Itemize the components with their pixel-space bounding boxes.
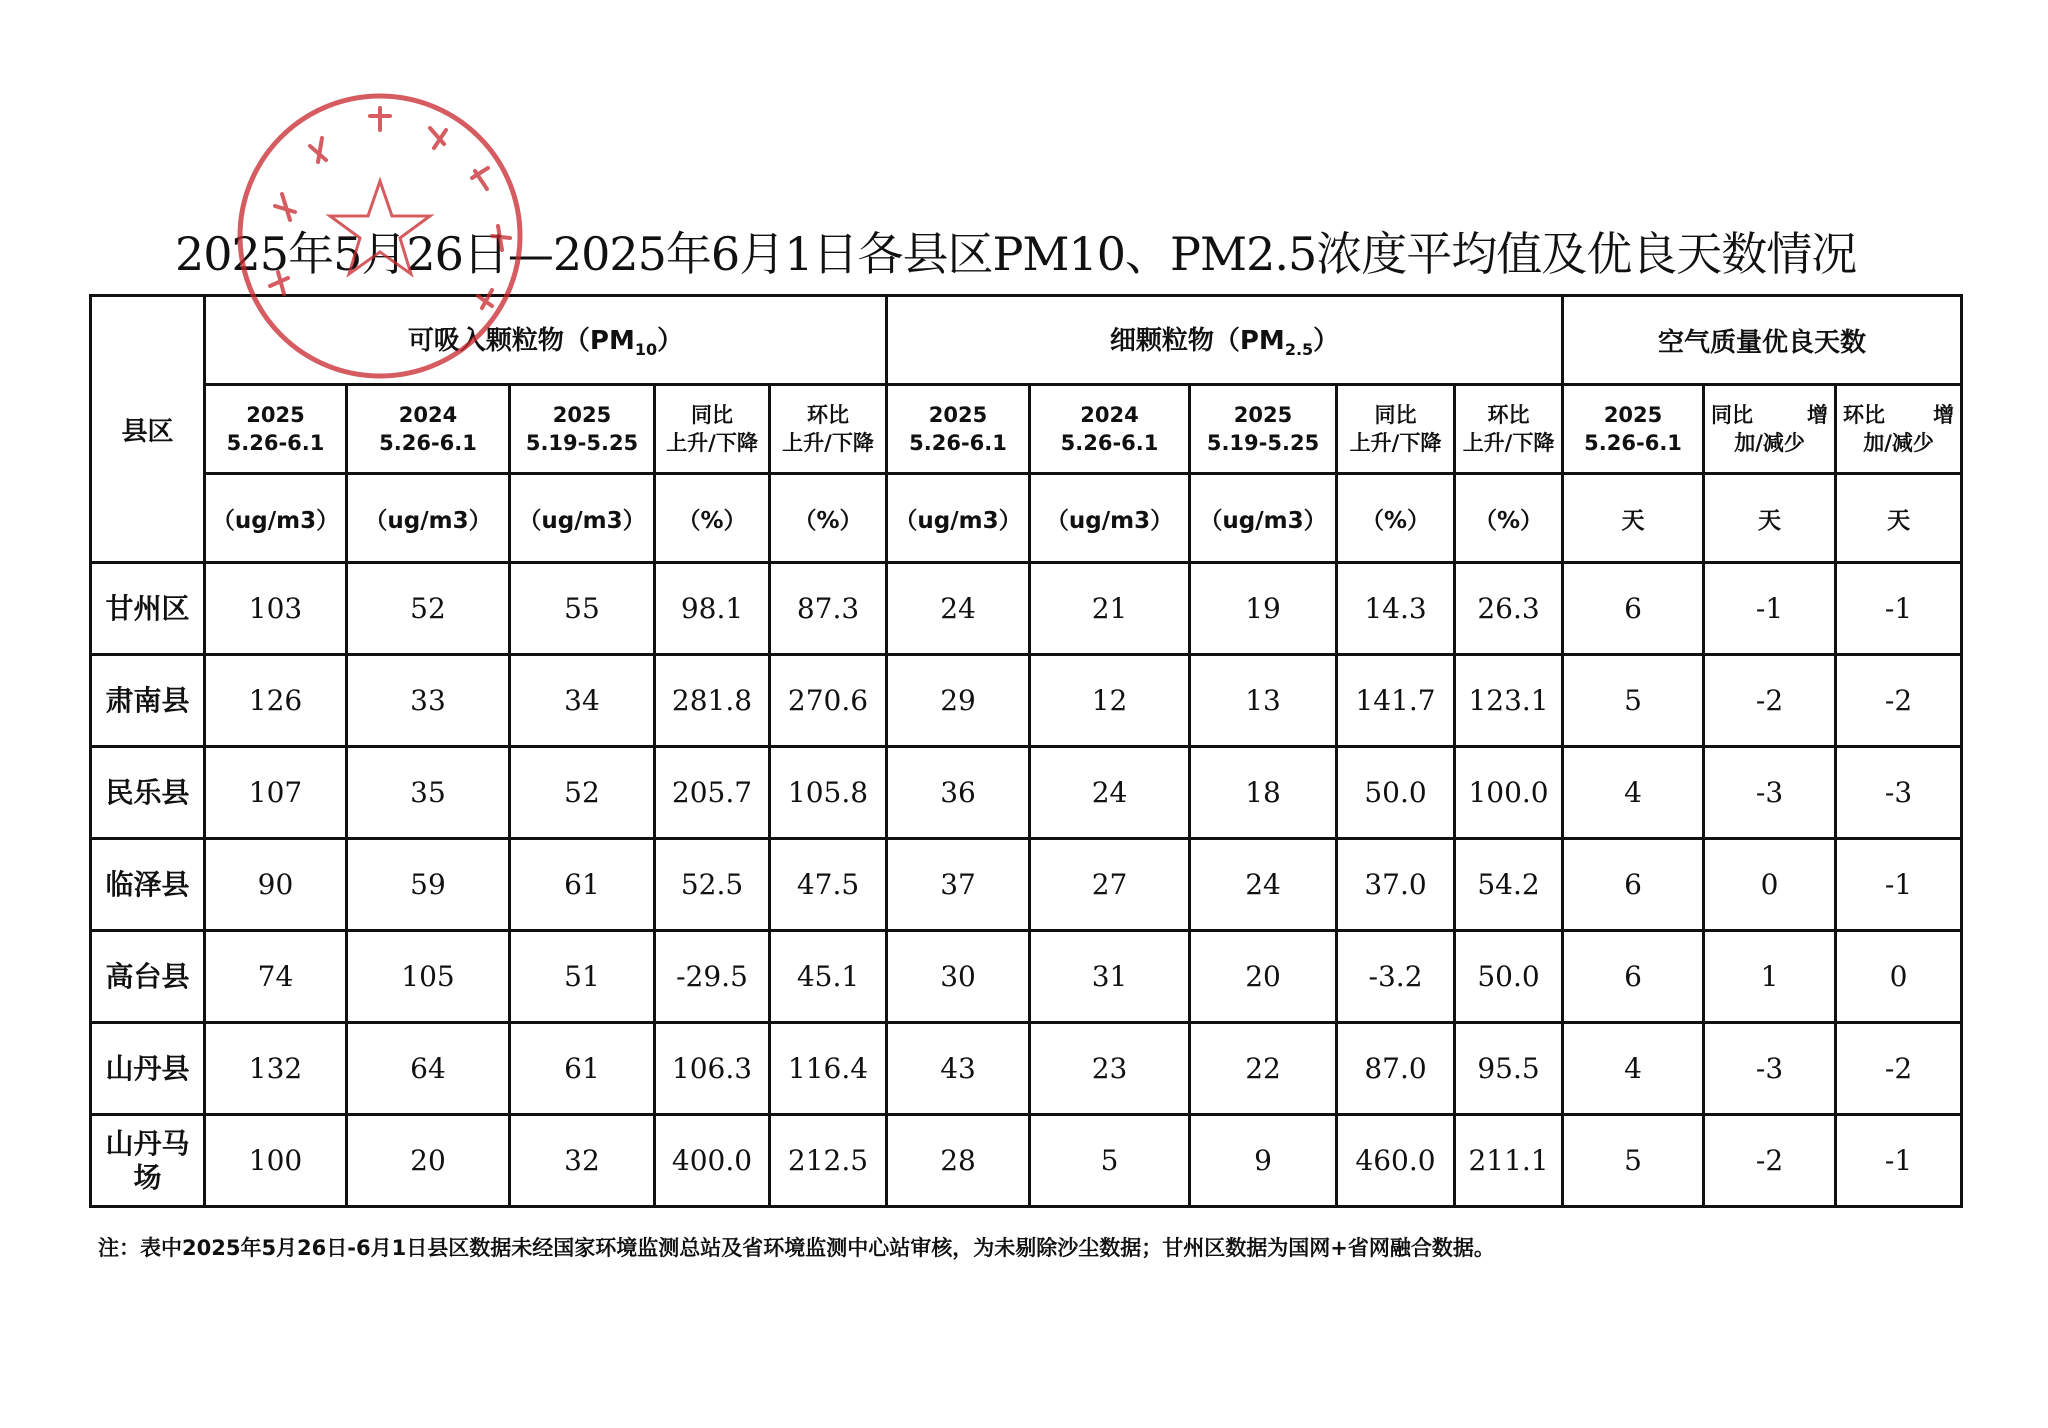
table-cell: 0 bbox=[1836, 931, 1962, 1023]
column-header: 同比 上升/下降 bbox=[655, 385, 770, 474]
unit-header: （ug/m3） bbox=[347, 474, 510, 563]
table-cell: -2 bbox=[1704, 655, 1836, 747]
table-cell: 4 bbox=[1563, 747, 1704, 839]
table-cell: 6 bbox=[1563, 839, 1704, 931]
unit-header: （ug/m3） bbox=[510, 474, 655, 563]
column-header: 2025 5.19-5.25 bbox=[1190, 385, 1337, 474]
table-row bbox=[91, 931, 1962, 1023]
unit-header: （ug/m3） bbox=[1030, 474, 1190, 563]
table-cell: 37.0 bbox=[1337, 839, 1455, 931]
unit-header: （%） bbox=[770, 474, 887, 563]
table-cell: 18 bbox=[1190, 747, 1337, 839]
table-cell: -3 bbox=[1704, 1023, 1836, 1115]
table-cell: 107 bbox=[205, 747, 347, 839]
table-cell: 24 bbox=[1030, 747, 1190, 839]
table-cell: 123.1 bbox=[1455, 655, 1563, 747]
table-cell: 61 bbox=[510, 1023, 655, 1115]
table-cell: 12 bbox=[1030, 655, 1190, 747]
column-header: 2025 5.26-6.1 bbox=[887, 385, 1030, 474]
table-cell: 26.3 bbox=[1455, 563, 1563, 655]
table-cell: 4 bbox=[1563, 1023, 1704, 1115]
table-cell: 6 bbox=[1563, 931, 1704, 1023]
table-cell: 132 bbox=[205, 1023, 347, 1115]
table-cell: 211.1 bbox=[1455, 1115, 1563, 1207]
table-cell: 20 bbox=[347, 1115, 510, 1207]
table-cell: 54.2 bbox=[1455, 839, 1563, 931]
table-cell: 28 bbox=[887, 1115, 1030, 1207]
good-days-group-header: 空气质量优良天数 bbox=[1563, 296, 1962, 385]
footnote: 注：表中2025年5月26日-6月1日县区数据未经国家环境监测总站及省环境监测中心站审核，为未剔除沙尘数据；甘州区数据为国网+省网融合数据。 bbox=[98, 1236, 1495, 1260]
table-cell: 52 bbox=[510, 747, 655, 839]
unit-header: 天 bbox=[1563, 474, 1704, 563]
county-name: 肃南县 bbox=[91, 655, 205, 747]
table-cell: 9 bbox=[1190, 1115, 1337, 1207]
pm10-group-header: 可吸入颗粒物$(PM_{10})$ bbox=[205, 296, 887, 385]
county-name: 高台县 bbox=[91, 931, 205, 1023]
table-cell: 1 bbox=[1704, 931, 1836, 1023]
table-cell: 400.0 bbox=[655, 1115, 770, 1207]
table-cell: -29.5 bbox=[655, 931, 770, 1023]
table-cell: -2 bbox=[1704, 1115, 1836, 1207]
table-cell: 52.5 bbox=[655, 839, 770, 931]
table-cell: 126 bbox=[205, 655, 347, 747]
table-cell: 14.3 bbox=[1337, 563, 1455, 655]
table-cell: 61 bbox=[510, 839, 655, 931]
column-header: 2025 5.19-5.25 bbox=[510, 385, 655, 474]
county-name: 山丹县 bbox=[91, 1023, 205, 1115]
table-cell: 100.0 bbox=[1455, 747, 1563, 839]
table-cell: 105 bbox=[347, 931, 510, 1023]
unit-header: （ug/m3） bbox=[205, 474, 347, 563]
table-cell: 55 bbox=[510, 563, 655, 655]
table-cell: 100 bbox=[205, 1115, 347, 1207]
table-cell: 50.0 bbox=[1455, 931, 1563, 1023]
unit-header: （ug/m3） bbox=[1190, 474, 1337, 563]
table-cell: 98.1 bbox=[655, 563, 770, 655]
column-header: 环比 上升/下降 bbox=[770, 385, 887, 474]
table-cell: 30 bbox=[887, 931, 1030, 1023]
table-row bbox=[91, 655, 1962, 747]
column-header: 环比 增 加/减少 bbox=[1836, 385, 1962, 474]
county-name: 甘州区 bbox=[91, 563, 205, 655]
table-cell: 31 bbox=[1030, 931, 1190, 1023]
table-cell: 51 bbox=[510, 931, 655, 1023]
unit-header: 天 bbox=[1704, 474, 1836, 563]
table-cell: 281.8 bbox=[655, 655, 770, 747]
table-cell: 103 bbox=[205, 563, 347, 655]
unit-header: （%） bbox=[1337, 474, 1455, 563]
table-cell: 45.1 bbox=[770, 931, 887, 1023]
table-row bbox=[91, 1115, 1962, 1207]
table-cell: 27 bbox=[1030, 839, 1190, 931]
table-cell: 33 bbox=[347, 655, 510, 747]
table-cell: 37 bbox=[887, 839, 1030, 931]
table-cell: 20 bbox=[1190, 931, 1337, 1023]
table-cell: 205.7 bbox=[655, 747, 770, 839]
table-cell: 212.5 bbox=[770, 1115, 887, 1207]
table-cell: 5 bbox=[1030, 1115, 1190, 1207]
table-cell: 19 bbox=[1190, 563, 1337, 655]
document-title: 2025年5月26日—2025年6月1日各县区PM10、PM2.5浓度平均值及优良天数情况 bbox=[175, 227, 1857, 281]
table-cell: 90 bbox=[205, 839, 347, 931]
table-cell: 35 bbox=[347, 747, 510, 839]
table-cell: -2 bbox=[1836, 655, 1962, 747]
table-cell: -1 bbox=[1704, 563, 1836, 655]
county-name: 山丹马场 bbox=[91, 1115, 205, 1207]
column-header: 2024 5.26-6.1 bbox=[1030, 385, 1190, 474]
table-cell: 13 bbox=[1190, 655, 1337, 747]
pm25-group-header: 细颗粒物$(PM_{2.5})$ bbox=[887, 296, 1563, 385]
column-header: 2025 5.26-6.1 bbox=[1563, 385, 1704, 474]
table-cell: 24 bbox=[1190, 839, 1337, 931]
unit-header: （%） bbox=[655, 474, 770, 563]
column-header: 同比 增 加/减少 bbox=[1704, 385, 1836, 474]
column-header: 环比 上升/下降 bbox=[1455, 385, 1563, 474]
table-cell: 6 bbox=[1563, 563, 1704, 655]
table-row bbox=[91, 563, 1962, 655]
table-cell: 52 bbox=[347, 563, 510, 655]
unit-header: （ug/m3） bbox=[887, 474, 1030, 563]
table-cell: 24 bbox=[887, 563, 1030, 655]
table-cell: -3.2 bbox=[1337, 931, 1455, 1023]
table-row bbox=[91, 839, 1962, 931]
table-cell: 106.3 bbox=[655, 1023, 770, 1115]
table-cell: 21 bbox=[1030, 563, 1190, 655]
table-cell: -2 bbox=[1836, 1023, 1962, 1115]
table-cell: 22 bbox=[1190, 1023, 1337, 1115]
table-cell: 95.5 bbox=[1455, 1023, 1563, 1115]
table-cell: -3 bbox=[1704, 747, 1836, 839]
table-cell: 59 bbox=[347, 839, 510, 931]
county-name: 临泽县 bbox=[91, 839, 205, 931]
unit-header: （%） bbox=[1455, 474, 1563, 563]
column-header: 2025 5.26-6.1 bbox=[205, 385, 347, 474]
table-cell: 5 bbox=[1563, 1115, 1704, 1207]
table-cell: 29 bbox=[887, 655, 1030, 747]
unit-header: 天 bbox=[1836, 474, 1962, 563]
table-cell: 74 bbox=[205, 931, 347, 1023]
table-cell: -1 bbox=[1836, 1115, 1962, 1207]
table-cell: -1 bbox=[1836, 839, 1962, 931]
table-cell: 47.5 bbox=[770, 839, 887, 931]
table-cell: 5 bbox=[1563, 655, 1704, 747]
table-cell: 50.0 bbox=[1337, 747, 1455, 839]
table-cell: 43 bbox=[887, 1023, 1030, 1115]
table-cell: 23 bbox=[1030, 1023, 1190, 1115]
table-cell: -3 bbox=[1836, 747, 1962, 839]
county-header: 县区 bbox=[91, 296, 205, 563]
table-cell: 32 bbox=[510, 1115, 655, 1207]
column-header: 2024 5.26-6.1 bbox=[347, 385, 510, 474]
table-cell: 36 bbox=[887, 747, 1030, 839]
table-cell: 87.0 bbox=[1337, 1023, 1455, 1115]
table-cell: 141.7 bbox=[1337, 655, 1455, 747]
table-cell: 105.8 bbox=[770, 747, 887, 839]
table-cell: 34 bbox=[510, 655, 655, 747]
county-name: 民乐县 bbox=[91, 747, 205, 839]
air-quality-table bbox=[89, 294, 1963, 1208]
table-row bbox=[91, 747, 1962, 839]
table-cell: 0 bbox=[1704, 839, 1836, 931]
column-header: 同比 上升/下降 bbox=[1337, 385, 1455, 474]
table-row bbox=[91, 1023, 1962, 1115]
table-cell: 87.3 bbox=[770, 563, 887, 655]
table-cell: 116.4 bbox=[770, 1023, 887, 1115]
table-cell: 64 bbox=[347, 1023, 510, 1115]
table-cell: -1 bbox=[1836, 563, 1962, 655]
table-cell: 460.0 bbox=[1337, 1115, 1455, 1207]
table-cell: 270.6 bbox=[770, 655, 887, 747]
